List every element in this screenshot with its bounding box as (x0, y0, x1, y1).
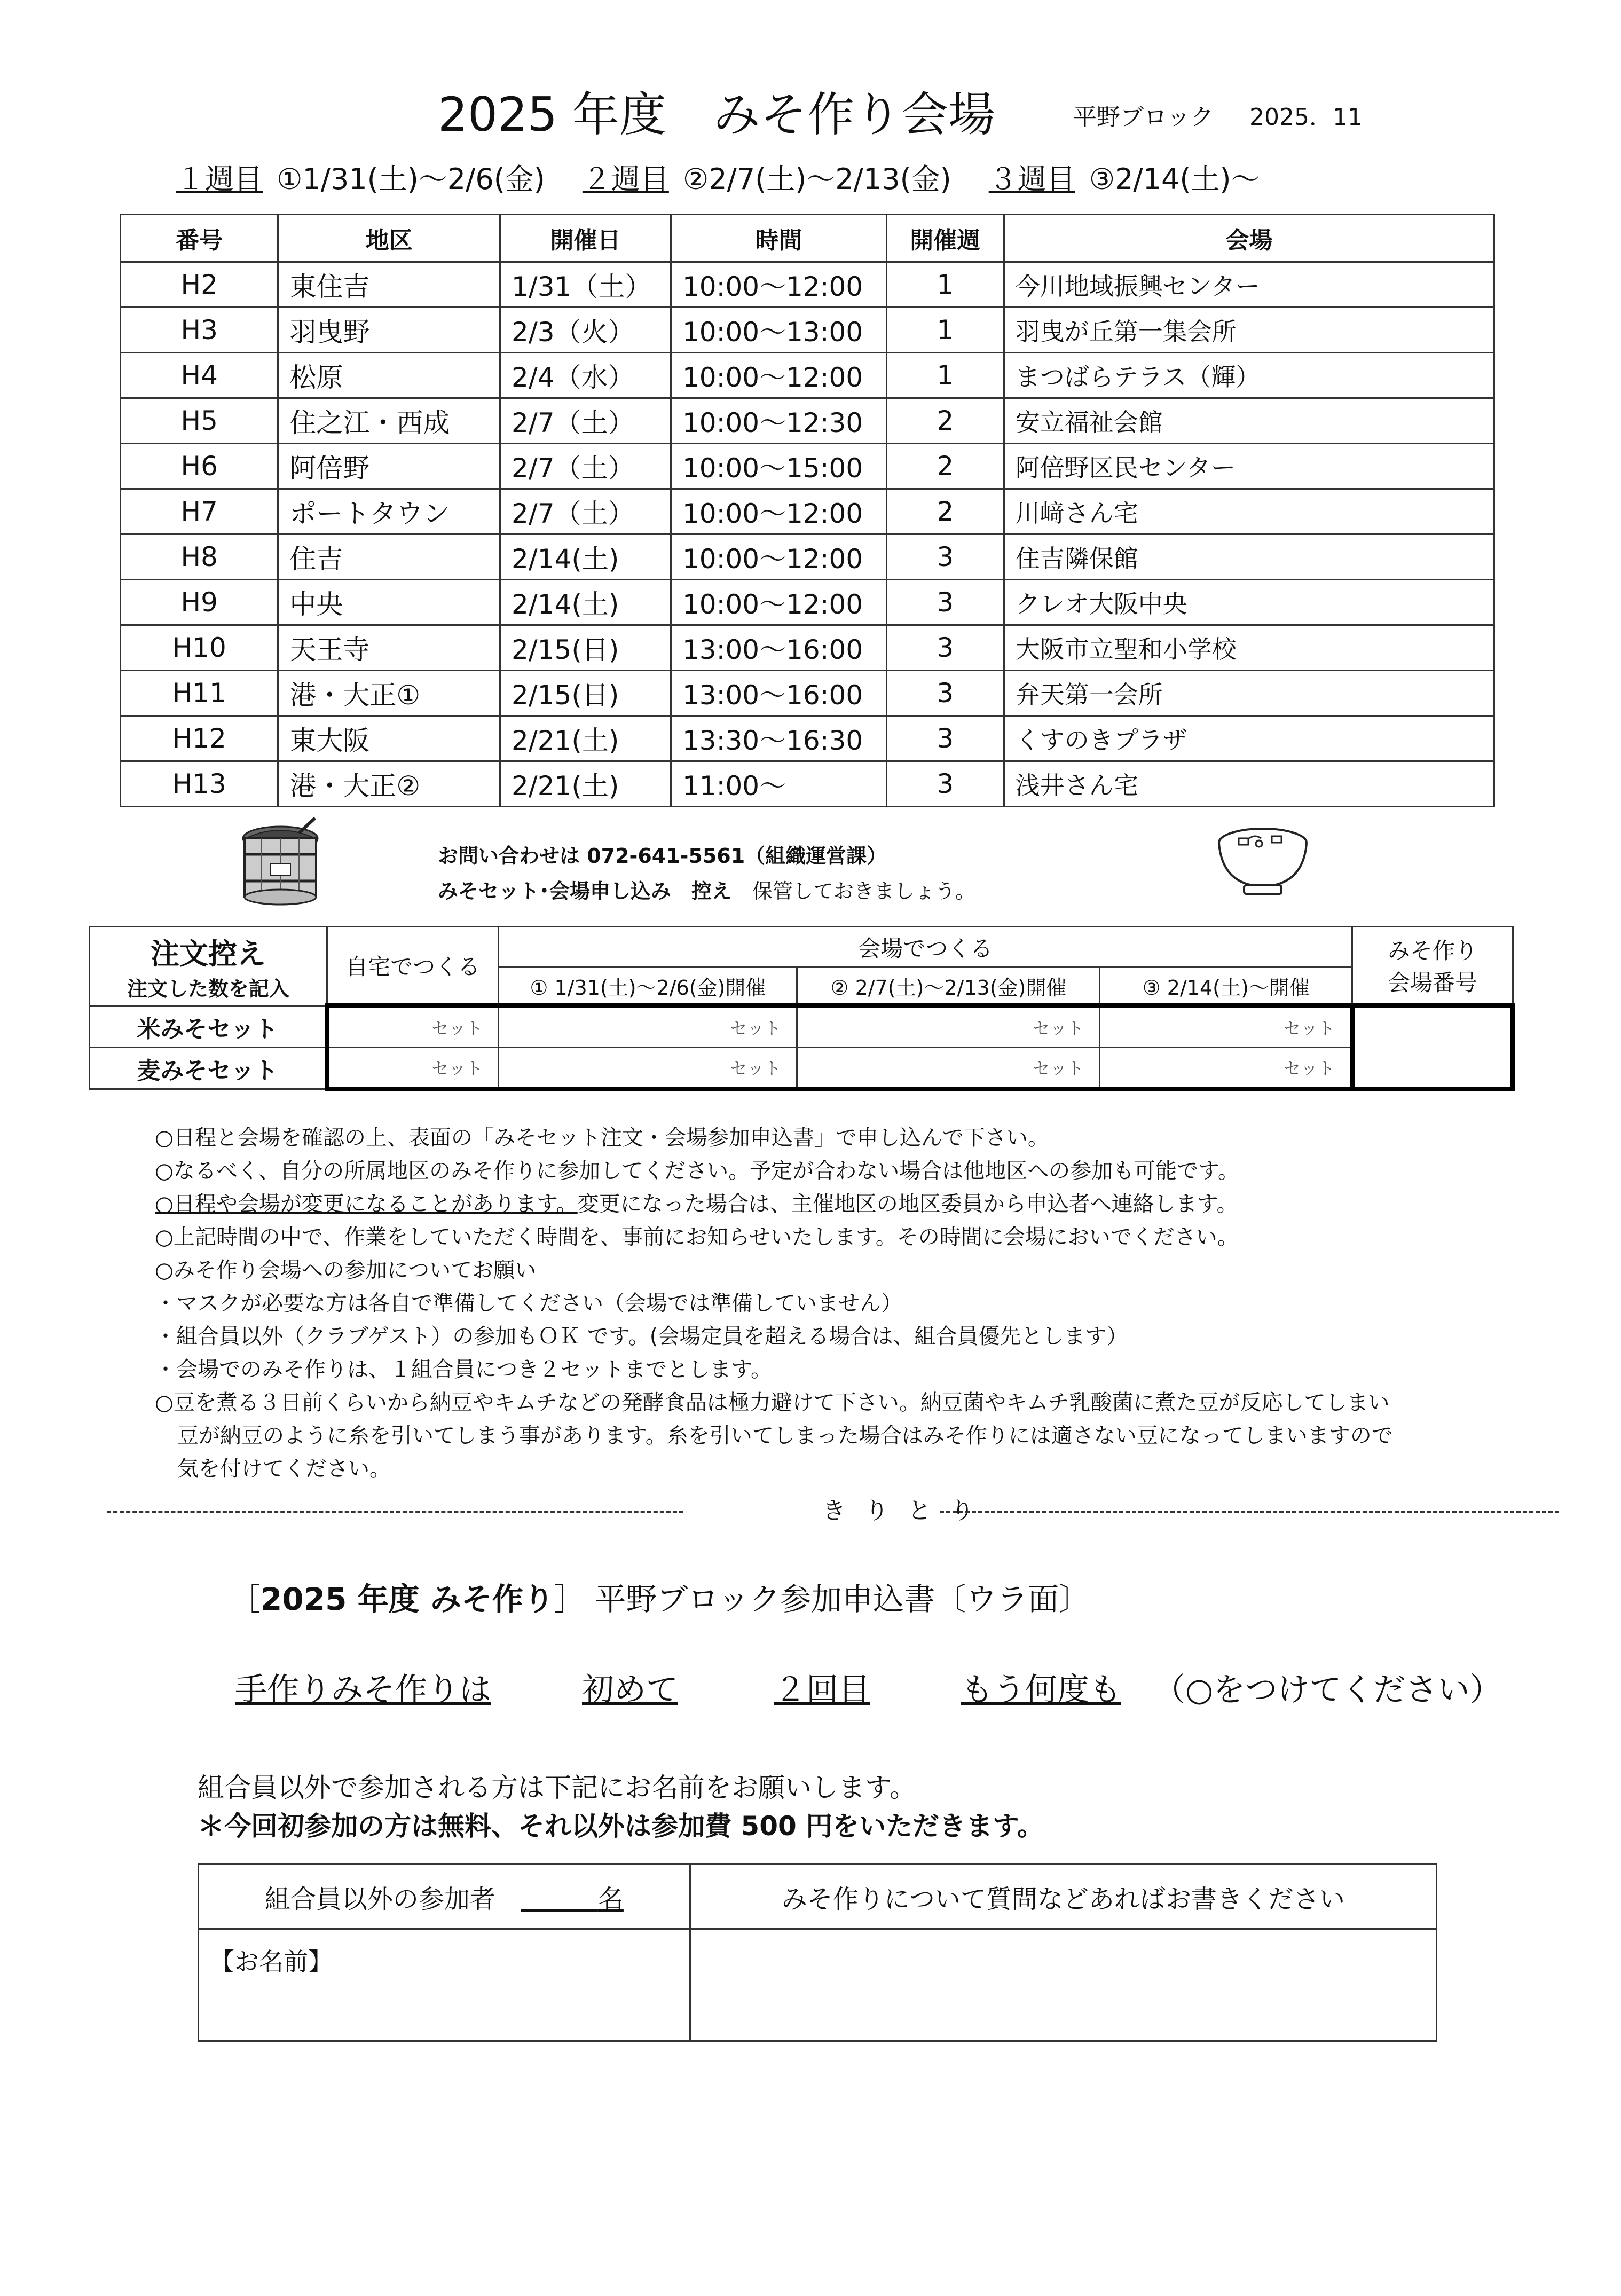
area-name: 阿倍野 (278, 444, 500, 489)
contact-keep-bold: みそセット･会場申し込み 控え (438, 879, 733, 903)
order-header-row-1 (90, 927, 1513, 968)
week-3-range: ③2/14(土)～ (1089, 162, 1260, 196)
venue-name: 安立福祉会館 (1004, 398, 1494, 444)
week-2-range: ②2/7(土)～2/13(金) (682, 162, 951, 196)
venue-header: 会場でつくる (499, 927, 1352, 968)
contact-phone: お問い合わせは 072-641-5561（組織運営課） (438, 844, 887, 868)
event-date: 1/31（土） (500, 262, 671, 308)
area-name: 住吉 (278, 534, 500, 580)
area-name: 住之江・西成 (278, 398, 500, 444)
notes-section (155, 1121, 1543, 1485)
venue-number: H9 (121, 580, 278, 625)
event-time: 10:00～15:00 (671, 444, 886, 489)
miso-soup-bowl-icon (1212, 822, 1313, 902)
note-line: ○豆を煮る３日前くらいから納豆やキムチなどの発酵食品は極力避けて下さい。納豆菌やキムチ乳酸菌に煮た豆が反応してしまい (155, 1390, 1390, 1415)
rice-miso-label: 米みそセット (90, 1006, 327, 1048)
event-date: 2/7（土） (500, 489, 671, 534)
event-time: 10:00～12:00 (671, 353, 886, 398)
venue-col-week-2: ② 2/7(土)～2/13(金)開催 (797, 968, 1100, 1006)
rice-miso-week2-qty[interactable]: セット (797, 1006, 1100, 1048)
participant-input-row (199, 1929, 1437, 2041)
event-week: 3 (886, 625, 1004, 671)
event-date: 2/15(日) (500, 671, 671, 716)
col-header-date: 開催日 (500, 215, 671, 262)
event-time: 10:00～12:00 (671, 489, 886, 534)
note-change-underlined: ○日程や会場が変更になることがあります。 (155, 1192, 578, 1216)
participant-name-field[interactable] (199, 1929, 690, 2041)
application-title-bold: 2025 年度 みそ作り (261, 1581, 554, 1617)
area-name: 東大阪 (278, 716, 500, 761)
rice-miso-week3-qty[interactable]: セット (1100, 1006, 1352, 1048)
venue-number: H8 (121, 534, 278, 580)
venue-name: 大阪市立聖和小学校 (1004, 625, 1494, 671)
event-week: 1 (886, 308, 1004, 353)
area-name: ポートタウン (278, 489, 500, 534)
order-row-rice-miso (90, 1006, 1513, 1048)
event-week: 3 (886, 671, 1004, 716)
note-line: ○上記時間の中で、作業をしていただく時間を、事前にお知らせいたします。その時間に会場においでください。 (155, 1225, 1239, 1249)
col-header-number: 番号 (121, 215, 278, 262)
venue-name: まつばらテラス（輝） (1004, 353, 1494, 398)
cut-line (107, 1495, 1559, 1527)
event-week: 2 (886, 489, 1004, 534)
schedule-row (121, 353, 1494, 398)
event-time: 13:00～16:00 (671, 625, 886, 671)
event-date: 2/14(土) (500, 534, 671, 580)
contact-info (438, 838, 975, 909)
block-name: 平野ブロック (1073, 104, 1214, 131)
week-3-label: ３週目 (988, 162, 1075, 196)
participant-count-label: 組合員以外の参加者 (264, 1884, 495, 1914)
venue-number: H11 (121, 671, 278, 716)
venue-number: H12 (121, 716, 278, 761)
questions-header: みそ作りについて質問などあればお書きください (690, 1865, 1436, 1929)
issue-date: 2025．11 (1249, 104, 1363, 131)
note-line: ○日程と会場を確認の上、表面の「みそセット注文・会場参加申込書」で申し込んで下さい。 (155, 1126, 1049, 1150)
schedule-row (121, 308, 1494, 353)
option-first-time[interactable]: 初めて (582, 1671, 678, 1709)
application-bracket-open: ［ (230, 1581, 261, 1617)
name-label: 【お名前】 (210, 1947, 333, 1976)
note-line: ・会場でのみそ作りは、１組合員につき２セットまでとします。 (155, 1357, 772, 1382)
experience-question (235, 1666, 1501, 1714)
order-title: 注文控え (150, 937, 266, 971)
note-line: ・マスクが必要な方は各自で準備してください（会場では準備していません） (155, 1291, 902, 1316)
note-change-line (155, 1188, 1543, 1221)
participant-count-header (199, 1865, 690, 1929)
page-header (0, 85, 1621, 144)
schedule-row (121, 671, 1494, 716)
area-name: 東住吉 (278, 262, 500, 308)
venue-number: H10 (121, 625, 278, 671)
contact-keep-normal: 保管しておきましょう。 (752, 879, 976, 903)
event-week: 3 (886, 534, 1004, 580)
schedule-table (120, 214, 1495, 807)
venue-number-header (1352, 927, 1513, 1006)
barley-miso-week1-qty[interactable]: セット (499, 1048, 797, 1089)
col-header-area: 地区 (278, 215, 500, 262)
event-date: 2/7（土） (500, 398, 671, 444)
note-line: ・組合員以外（クラブゲスト）の参加もＯＫ です。(会場定員を超える場合は、組合員優先とします） (155, 1324, 1128, 1349)
application-bracket-close: ］ (554, 1581, 585, 1617)
contact-keep-note (438, 874, 975, 909)
event-time: 11:00～ (671, 761, 886, 807)
event-date: 2/3（火） (500, 308, 671, 353)
home-header: 自宅でつくる (327, 927, 499, 1006)
barley-miso-week2-qty[interactable]: セット (797, 1048, 1100, 1089)
venue-name: 今川地域振興センター (1004, 262, 1494, 308)
venue-number-label-2: 会場番号 (1388, 970, 1478, 996)
area-name: 港・大正① (278, 671, 500, 716)
nonmember-line-1: 組合員以外で参加される方は下記にお名前をお願いします。 (198, 1772, 916, 1803)
week-2-label: ２週目 (582, 162, 669, 196)
event-date: 2/4（水） (500, 353, 671, 398)
venue-number: H7 (121, 489, 278, 534)
venue-number: H13 (121, 761, 278, 807)
event-date: 2/7（土） (500, 444, 671, 489)
schedule-row (121, 489, 1494, 534)
schedule-header-row (121, 215, 1494, 262)
venue-name: くすのきプラザ (1004, 716, 1494, 761)
order-title-cell (90, 927, 327, 1006)
venue-name: クレオ大阪中央 (1004, 580, 1494, 625)
participant-count-unit[interactable]: 名 (597, 1884, 624, 1914)
event-time: 13:00～16:00 (671, 671, 886, 716)
venue-number: H3 (121, 308, 278, 353)
col-header-venue: 会場 (1004, 215, 1494, 262)
nonmember-line-2: ＊今回初参加の方は無料、それ以外は参加費 500 円をいただきます。 (198, 1811, 1044, 1842)
cut-dash-left (107, 1511, 683, 1513)
venue-number: H5 (121, 398, 278, 444)
venue-col-week-3: ③ 2/14(土)～開催 (1100, 968, 1352, 1006)
area-name: 天王寺 (278, 625, 500, 671)
event-week: 2 (886, 444, 1004, 489)
event-date: 2/14(土) (500, 580, 671, 625)
option-second-time[interactable]: ２回目 (774, 1671, 870, 1709)
event-week: 1 (886, 353, 1004, 398)
note-line: ○なるべく、自分の所属地区のみそ作りに参加してください。予定が合わない場合は他地区への参加も可能です。 (155, 1159, 1239, 1183)
venue-number-input[interactable] (1352, 1006, 1513, 1089)
barley-miso-week3-qty[interactable]: セット (1100, 1048, 1352, 1089)
area-name: 松原 (278, 353, 500, 398)
schedule-row (121, 625, 1494, 671)
note-line: 豆が納豆のように糸を引いてしまう事があります。糸を引いてしまった場合はみそ作りには適さない豆になってしまいますので (177, 1424, 1393, 1448)
order-copy-table (89, 926, 1515, 1091)
order-subtitle: 注文した数を記入 (127, 977, 289, 1001)
event-week: 1 (886, 262, 1004, 308)
area-name: 羽曳野 (278, 308, 500, 353)
participant-header-row (199, 1865, 1437, 1929)
event-week: 3 (886, 580, 1004, 625)
rice-miso-home-qty[interactable]: セット (327, 1006, 499, 1048)
venue-number: H2 (121, 262, 278, 308)
option-many-times[interactable]: もう何度も (961, 1671, 1121, 1709)
rice-miso-week1-qty[interactable]: セット (499, 1006, 797, 1048)
col-header-week: 開催週 (886, 215, 1004, 262)
note-line: 気を付けてください。 (177, 1457, 391, 1481)
event-week: 3 (886, 761, 1004, 807)
note-change-rest: 変更になった場合は、主催地区の地区委員から申込者へ連絡します。 (577, 1192, 1238, 1216)
schedule-row (121, 534, 1494, 580)
order-row-barley-miso (90, 1048, 1513, 1089)
col-header-time: 時間 (671, 215, 886, 262)
week-ranges (176, 160, 1260, 199)
venue-col-week-1: ① 1/31(土)～2/6(金)開催 (499, 968, 797, 1006)
nonmember-instructions (198, 1768, 1044, 1845)
participant-table (198, 1863, 1437, 2042)
week-1-range: ①1/31(土)～2/6(金) (277, 162, 545, 196)
venue-name: 阿倍野区民センター (1004, 444, 1494, 489)
venue-number: H6 (121, 444, 278, 489)
questions-field[interactable] (690, 1929, 1436, 2041)
event-time: 10:00～12:00 (671, 580, 886, 625)
event-week: 3 (886, 716, 1004, 761)
venue-name: 弁天第一会所 (1004, 671, 1494, 716)
event-time: 10:00～12:30 (671, 398, 886, 444)
cut-dash-right (940, 1511, 1559, 1513)
area-name: 中央 (278, 580, 500, 625)
barley-miso-home-qty[interactable]: セット (327, 1048, 499, 1089)
venue-name: 住吉隣保館 (1004, 534, 1494, 580)
event-time: 10:00～12:00 (671, 262, 886, 308)
schedule-row (121, 580, 1494, 625)
venue-number: H4 (121, 353, 278, 398)
event-time: 10:00～13:00 (671, 308, 886, 353)
cut-label: きりとり (822, 1497, 993, 1524)
event-time: 10:00～12:00 (671, 534, 886, 580)
area-name: 港・大正② (278, 761, 500, 807)
venue-name: 羽曳が丘第一集会所 (1004, 308, 1494, 353)
venue-number-label-1: みそ作り (1388, 938, 1478, 964)
miso-barrel-icon (235, 817, 326, 913)
application-title (230, 1578, 1090, 1621)
application-title-rest: 平野ブロック参加申込書〔ウラ面〕 (595, 1581, 1090, 1617)
week-1-label: １週目 (176, 162, 263, 196)
barley-miso-label: 麦みそセット (90, 1048, 327, 1089)
event-date: 2/21(土) (500, 761, 671, 807)
page-title: 2025 年度 みそ作り会場 (438, 87, 995, 142)
schedule-row (121, 716, 1494, 761)
experience-note: （○をつけてください） (1153, 1671, 1502, 1709)
event-date: 2/21(土) (500, 716, 671, 761)
note-line: ○みそ作り会場への参加についてお願い (155, 1258, 537, 1283)
experience-label: 手作りみそ作りは (235, 1671, 491, 1709)
schedule-row (121, 761, 1494, 807)
experience-line (235, 1671, 1153, 1709)
event-date: 2/15(日) (500, 625, 671, 671)
event-week: 2 (886, 398, 1004, 444)
schedule-row (121, 444, 1494, 489)
venue-name: 川﨑さん宅 (1004, 489, 1494, 534)
event-time: 13:30～16:30 (671, 716, 886, 761)
schedule-row (121, 398, 1494, 444)
venue-name: 浅井さん宅 (1004, 761, 1494, 807)
schedule-row (121, 262, 1494, 308)
